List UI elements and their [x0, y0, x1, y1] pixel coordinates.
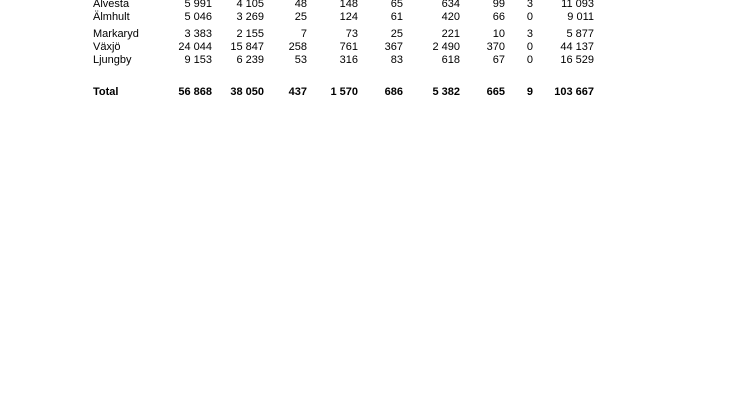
cell-value: 44 137: [560, 41, 594, 53]
table-row-vaxjo: [93, 41, 594, 54]
total-value: 38 050: [230, 86, 264, 98]
row-label: Älmhult: [93, 11, 130, 23]
table-row-total: [93, 67, 594, 99]
cell-value: 7: [300, 28, 307, 40]
cell-value: 9 011: [567, 11, 594, 23]
cell-value: 5 046: [184, 11, 212, 23]
statistics-table: [93, 0, 594, 99]
table-row-ljungby: [93, 54, 594, 67]
cell-value: 370: [486, 41, 505, 53]
row-label: Alvesta: [93, 0, 130, 10]
cell-value: 83: [390, 54, 403, 66]
table-row-markaryd: [93, 24, 594, 41]
cell-value: 9 153: [184, 54, 212, 66]
cell-value: 24 044: [178, 41, 212, 53]
cell-value: 0: [526, 11, 533, 23]
cell-value: 3: [526, 0, 533, 10]
cell-value: 48: [294, 0, 307, 10]
total-value: 5 382: [432, 86, 460, 98]
cell-value: 15 847: [230, 41, 264, 53]
total-value: 1 570: [330, 86, 358, 98]
total-value: 103 667: [554, 86, 594, 98]
row-label: Markaryd: [93, 28, 139, 40]
total-label: Total: [93, 86, 119, 98]
cell-value: 73: [345, 28, 358, 40]
cell-value: 221: [441, 28, 460, 40]
cell-value: 6 239: [236, 54, 264, 66]
cell-value: 4 105: [236, 0, 264, 10]
cell-value: 3 383: [184, 28, 212, 40]
total-value: 9: [526, 86, 533, 98]
cell-value: 634: [441, 0, 460, 10]
cell-value: 420: [441, 11, 460, 23]
cell-value: 10: [492, 28, 505, 40]
row-label: Växjö: [93, 41, 121, 53]
total-value: 437: [288, 86, 307, 98]
cell-value: 0: [526, 41, 533, 53]
total-value: 686: [384, 86, 403, 98]
row-label: Ljungby: [93, 54, 132, 66]
cell-value: 61: [390, 11, 403, 23]
cell-value: 3: [526, 28, 533, 40]
cell-value: 16 529: [560, 54, 594, 66]
cell-value: 0: [526, 54, 533, 66]
cell-value: 11 093: [561, 0, 594, 10]
cell-value: 53: [294, 54, 307, 66]
cell-value: 761: [339, 41, 358, 53]
cell-value: 5 877: [566, 28, 594, 40]
cell-value: 5 991: [184, 0, 212, 10]
cell-value: 618: [441, 54, 460, 66]
cell-value: 99: [492, 0, 505, 10]
cell-value: 66: [492, 11, 505, 23]
cell-value: 367: [384, 41, 403, 53]
cell-value: 2 155: [236, 28, 264, 40]
cell-value: 67: [492, 54, 505, 66]
total-value: 665: [486, 86, 505, 98]
cell-value: 25: [294, 11, 307, 23]
cell-value: 2 490: [432, 41, 460, 53]
cell-value: 258: [288, 41, 307, 53]
cell-value: 124: [339, 11, 358, 23]
table-row-alvesta: [93, 0, 594, 11]
cell-value: 65: [390, 0, 403, 10]
cell-value: 3 269: [236, 11, 264, 23]
table-row-almhult: [93, 11, 594, 24]
cell-value: 316: [339, 54, 358, 66]
total-value: 56 868: [178, 86, 212, 98]
cell-value: 148: [339, 0, 358, 10]
cell-value: 25: [390, 28, 403, 40]
